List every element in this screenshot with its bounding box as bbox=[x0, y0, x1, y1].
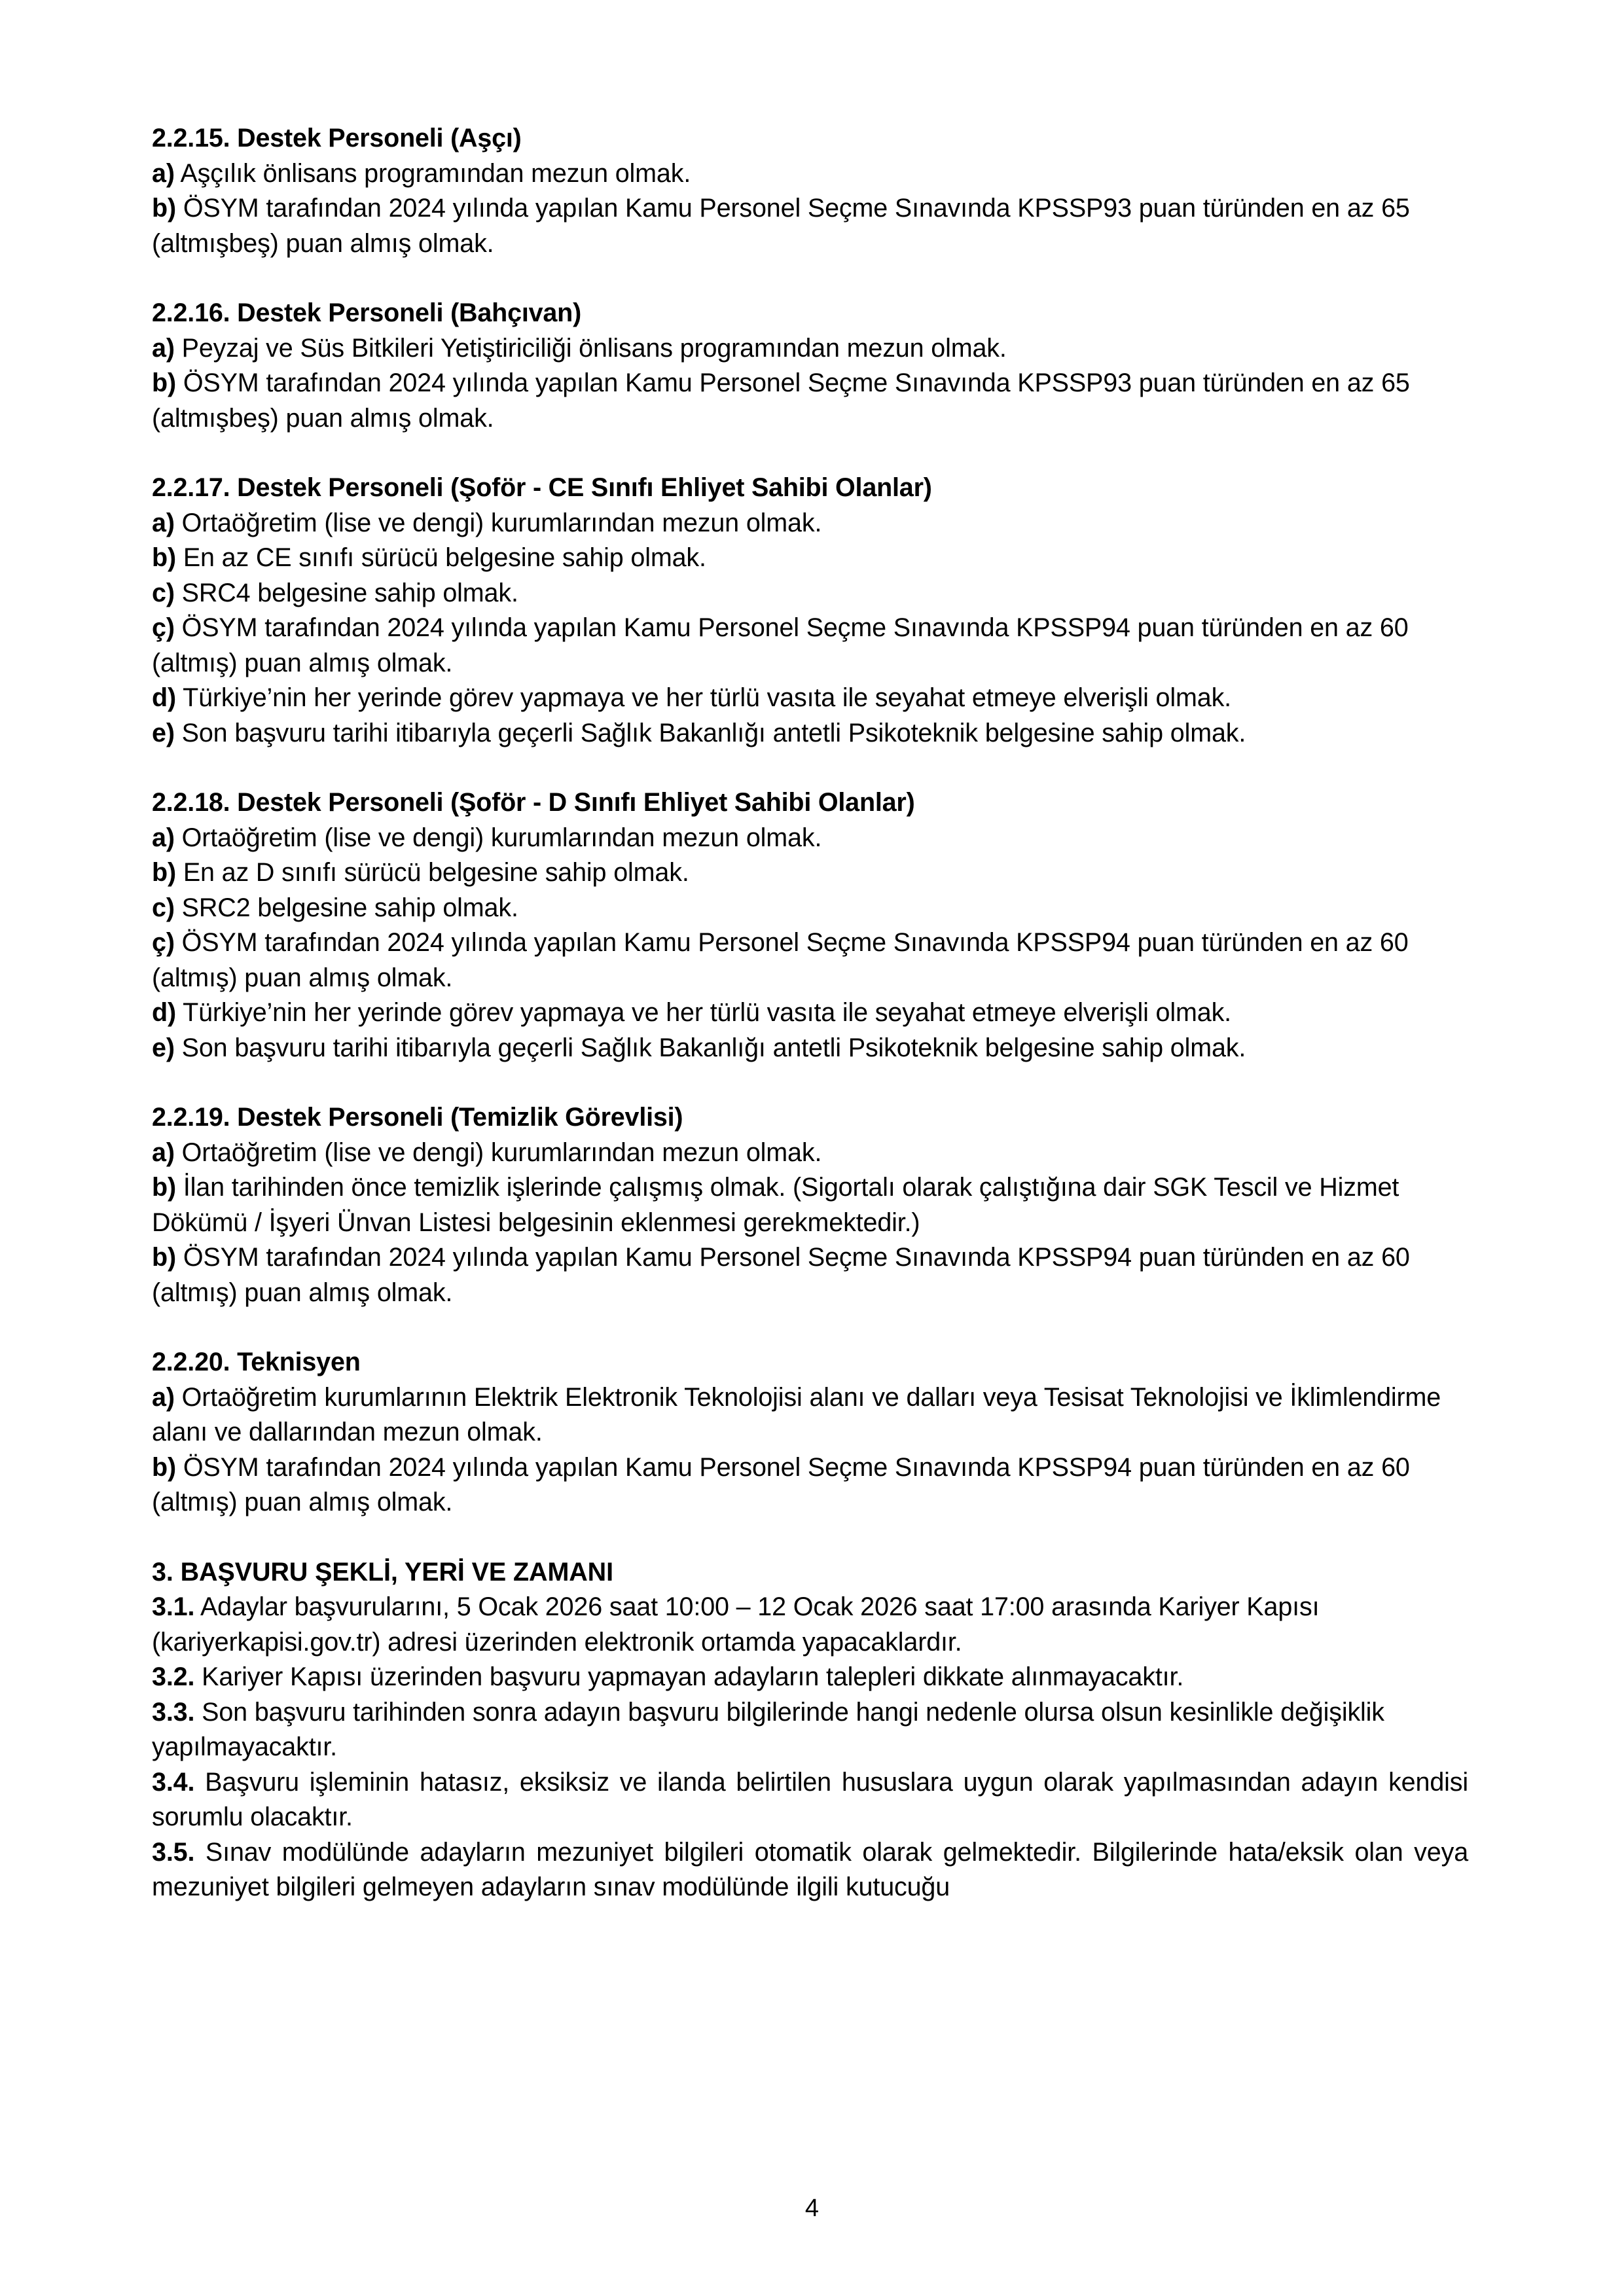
list-item bbox=[152, 506, 1468, 541]
item-text: ÖSYM tarafından 2024 yılında yapılan Kamu Personel Seçme Sınavında KPSSP93 puan türünden en az 65 (altmışbeş) puan almış olmak. bbox=[152, 194, 1410, 258]
item-label: a) bbox=[152, 1382, 175, 1412]
item-label: 3.2. bbox=[152, 1662, 195, 1691]
item-text: Türkiye’nin her yerinde görev yapmaya ve her türlü vasıta ile seyahat etmeye elverişli olmak. bbox=[183, 683, 1231, 712]
list-item bbox=[152, 1240, 1468, 1310]
application-item bbox=[152, 1695, 1468, 1765]
section-heading: 2.2.17. Destek Personeli (Şoför - CE Sınıfı Ehliyet Sahibi Olanlar) bbox=[152, 473, 932, 502]
section-2-2-16 bbox=[152, 296, 1468, 436]
section-2-2-17 bbox=[152, 471, 1468, 751]
section-heading: 2.2.18. Destek Personeli (Şoför - D Sınıfı Ehliyet Sahibi Olanlar) bbox=[152, 788, 915, 817]
list-item bbox=[152, 541, 1468, 576]
section-2-2-15 bbox=[152, 121, 1468, 261]
list-item bbox=[152, 366, 1468, 436]
item-label: 3.5. bbox=[152, 1837, 195, 1867]
list-item bbox=[152, 576, 1468, 611]
item-text: ÖSYM tarafından 2024 yılında yapılan Kamu Personel Seçme Sınavında KPSSP93 puan türünden en az 65 (altmışbeş) puan almış olmak. bbox=[152, 368, 1410, 433]
item-label: 3.1. bbox=[152, 1592, 195, 1621]
section-2-2-20 bbox=[152, 1345, 1468, 1520]
list-item bbox=[152, 331, 1468, 367]
item-label: 3.4. bbox=[152, 1767, 195, 1797]
item-label: b) bbox=[152, 368, 176, 397]
item-label: ç) bbox=[152, 928, 175, 957]
list-item bbox=[152, 996, 1468, 1031]
item-label: b) bbox=[152, 543, 176, 572]
item-text: Son başvuru tarihi itibarıyla geçerli Sağlık Bakanlığı antetli Psikoteknik belgesine sahip olmak. bbox=[181, 718, 1246, 747]
application-item bbox=[152, 1660, 1468, 1695]
item-text: ÖSYM tarafından 2024 yılında yapılan Kamu Personel Seçme Sınavında KPSSP94 puan türünden en az 60 (altmış) puan almış olmak. bbox=[152, 1243, 1410, 1307]
item-label: c) bbox=[152, 893, 175, 922]
item-label: b) bbox=[152, 858, 176, 887]
item-label: b) bbox=[152, 1243, 176, 1272]
item-text: SRC2 belgesine sahip olmak. bbox=[181, 893, 518, 922]
list-item bbox=[152, 855, 1468, 891]
item-text: Ortaöğretim (lise ve dengi) kurumlarından mezun olmak. bbox=[181, 1138, 822, 1167]
item-text: ÖSYM tarafından 2024 yılında yapılan Kamu Personel Seçme Sınavında KPSSP94 puan türünden en az 60 (altmış) puan almış olmak. bbox=[152, 613, 1409, 677]
item-label: b) bbox=[152, 1452, 176, 1482]
item-text: İlan tarihinden önce temizlik işlerinde çalışmış olmak. (Sigortalı olarak çalıştığına dair SGK Tescil ve Hizmet Dökümü / İşyeri Ünvan Listesi belgesinin eklenmesi gerekmektedir.) bbox=[152, 1173, 1399, 1237]
item-label: e) bbox=[152, 1033, 175, 1062]
item-text: Ortaöğretim (lise ve dengi) kurumlarından mezun olmak. bbox=[181, 508, 822, 537]
list-item bbox=[152, 716, 1468, 751]
item-label: b) bbox=[152, 194, 176, 223]
item-text: SRC4 belgesine sahip olmak. bbox=[181, 578, 518, 607]
application-item bbox=[152, 1590, 1468, 1660]
application-section-heading: 3. BAŞVURU ŞEKLİ, YERİ VE ZAMANI bbox=[152, 1557, 613, 1587]
list-item bbox=[152, 1450, 1468, 1520]
list-item bbox=[152, 156, 1468, 192]
item-text: ÖSYM tarafından 2024 yılında yapılan Kamu Personel Seçme Sınavında KPSSP94 puan türünden en az 60 (altmış) puan almış olmak. bbox=[152, 1452, 1410, 1516]
document-body bbox=[152, 121, 1468, 1905]
item-label: a) bbox=[152, 158, 175, 188]
item-label: a) bbox=[152, 333, 175, 363]
item-label: a) bbox=[152, 1138, 175, 1167]
list-item bbox=[152, 1136, 1468, 1171]
item-text: ÖSYM tarafından 2024 yılında yapılan Kamu Personel Seçme Sınavında KPSSP94 puan türünden en az 60 (altmış) puan almış olmak. bbox=[152, 928, 1409, 992]
section-heading: 2.2.15. Destek Personeli (Aşçı) bbox=[152, 124, 522, 152]
list-item bbox=[152, 611, 1468, 681]
item-text: Son başvuru tarihi itibarıyla geçerli Sağlık Bakanlığı antetli Psikoteknik belgesine sahip olmak. bbox=[181, 1033, 1246, 1062]
section-heading: 2.2.20. Teknisyen bbox=[152, 1348, 361, 1376]
list-item bbox=[152, 821, 1468, 856]
item-label: a) bbox=[152, 508, 175, 537]
section-2-2-19 bbox=[152, 1100, 1468, 1310]
section-application bbox=[152, 1555, 1468, 1905]
page-number: 4 bbox=[804, 2195, 820, 2222]
item-text: Ortaöğretim (lise ve dengi) kurumlarından mezun olmak. bbox=[181, 823, 822, 852]
item-label: d) bbox=[152, 998, 176, 1027]
application-item bbox=[152, 1765, 1468, 1835]
item-label: c) bbox=[152, 578, 175, 607]
item-label: 3.3. bbox=[152, 1697, 195, 1727]
item-text: Başvuru işleminin hatasız, eksiksiz ve ilanda belirtilen hususlara uygun olarak yapılmasından adayın kendisi sorumlu olacaktır. bbox=[152, 1767, 1468, 1831]
item-text: Aşçılık önlisans programından mezun olmak. bbox=[180, 158, 691, 188]
item-text: Son başvuru tarihinden sonra adayın başvuru bilgilerinde hangi nedenle olursa olsun kesinlikle değişiklik yapılmayacaktır. bbox=[152, 1697, 1384, 1761]
application-item bbox=[152, 1835, 1468, 1905]
list-item bbox=[152, 681, 1468, 716]
item-label: a) bbox=[152, 823, 175, 852]
item-label: ç) bbox=[152, 613, 175, 642]
item-text: Adaylar başvurularını, 5 Ocak 2026 saat 10:00 – 12 Ocak 2026 saat 17:00 arasında Kariyer Kapısı (kariyerkapisi.gov.tr) adresi üzerinden elektronik ortamda yapacaklardır. bbox=[152, 1592, 1320, 1657]
list-item bbox=[152, 925, 1468, 996]
item-text: Sınav modülünde adayların mezuniyet bilgileri otomatik olarak gelmektedir. Bilgilerinde hata/eksik olan veya mezuniyet bilgileri gelmeyen adayların sınav modülünde ilgili kutucuğu bbox=[152, 1837, 1469, 1901]
item-label: e) bbox=[152, 718, 175, 747]
section-2-2-18 bbox=[152, 785, 1468, 1066]
item-text: Türkiye’nin her yerinde görev yapmaya ve her türlü vasıta ile seyahat etmeye elverişli olmak. bbox=[183, 998, 1231, 1027]
list-item bbox=[152, 891, 1468, 926]
item-text: Peyzaj ve Süs Bitkileri Yetiştiriciliği önlisans programından mezun olmak. bbox=[181, 333, 1007, 363]
list-item bbox=[152, 1380, 1468, 1450]
item-text: Kariyer Kapısı üzerinden başvuru yapmayan adayların talepleri dikkate alınmayacaktır. bbox=[202, 1662, 1184, 1691]
list-item bbox=[152, 1031, 1468, 1066]
list-item bbox=[152, 1170, 1468, 1240]
item-label: b) bbox=[152, 1173, 176, 1202]
section-heading: 2.2.16. Destek Personeli (Bahçıvan) bbox=[152, 298, 582, 327]
section-heading: 2.2.19. Destek Personeli (Temizlik Görevlisi) bbox=[152, 1103, 683, 1132]
item-text: Ortaöğretim kurumlarının Elektrik Elektronik Teknolojisi alanı ve dalları veya Tesisat Teknolojisi ve İklimlendirme alanı ve dallarından mezun olmak. bbox=[152, 1382, 1441, 1446]
item-label: d) bbox=[152, 683, 176, 712]
item-text: En az CE sınıfı sürücü belgesine sahip olmak. bbox=[183, 543, 706, 572]
item-text: En az D sınıfı sürücü belgesine sahip olmak. bbox=[183, 858, 689, 887]
list-item bbox=[152, 191, 1468, 261]
